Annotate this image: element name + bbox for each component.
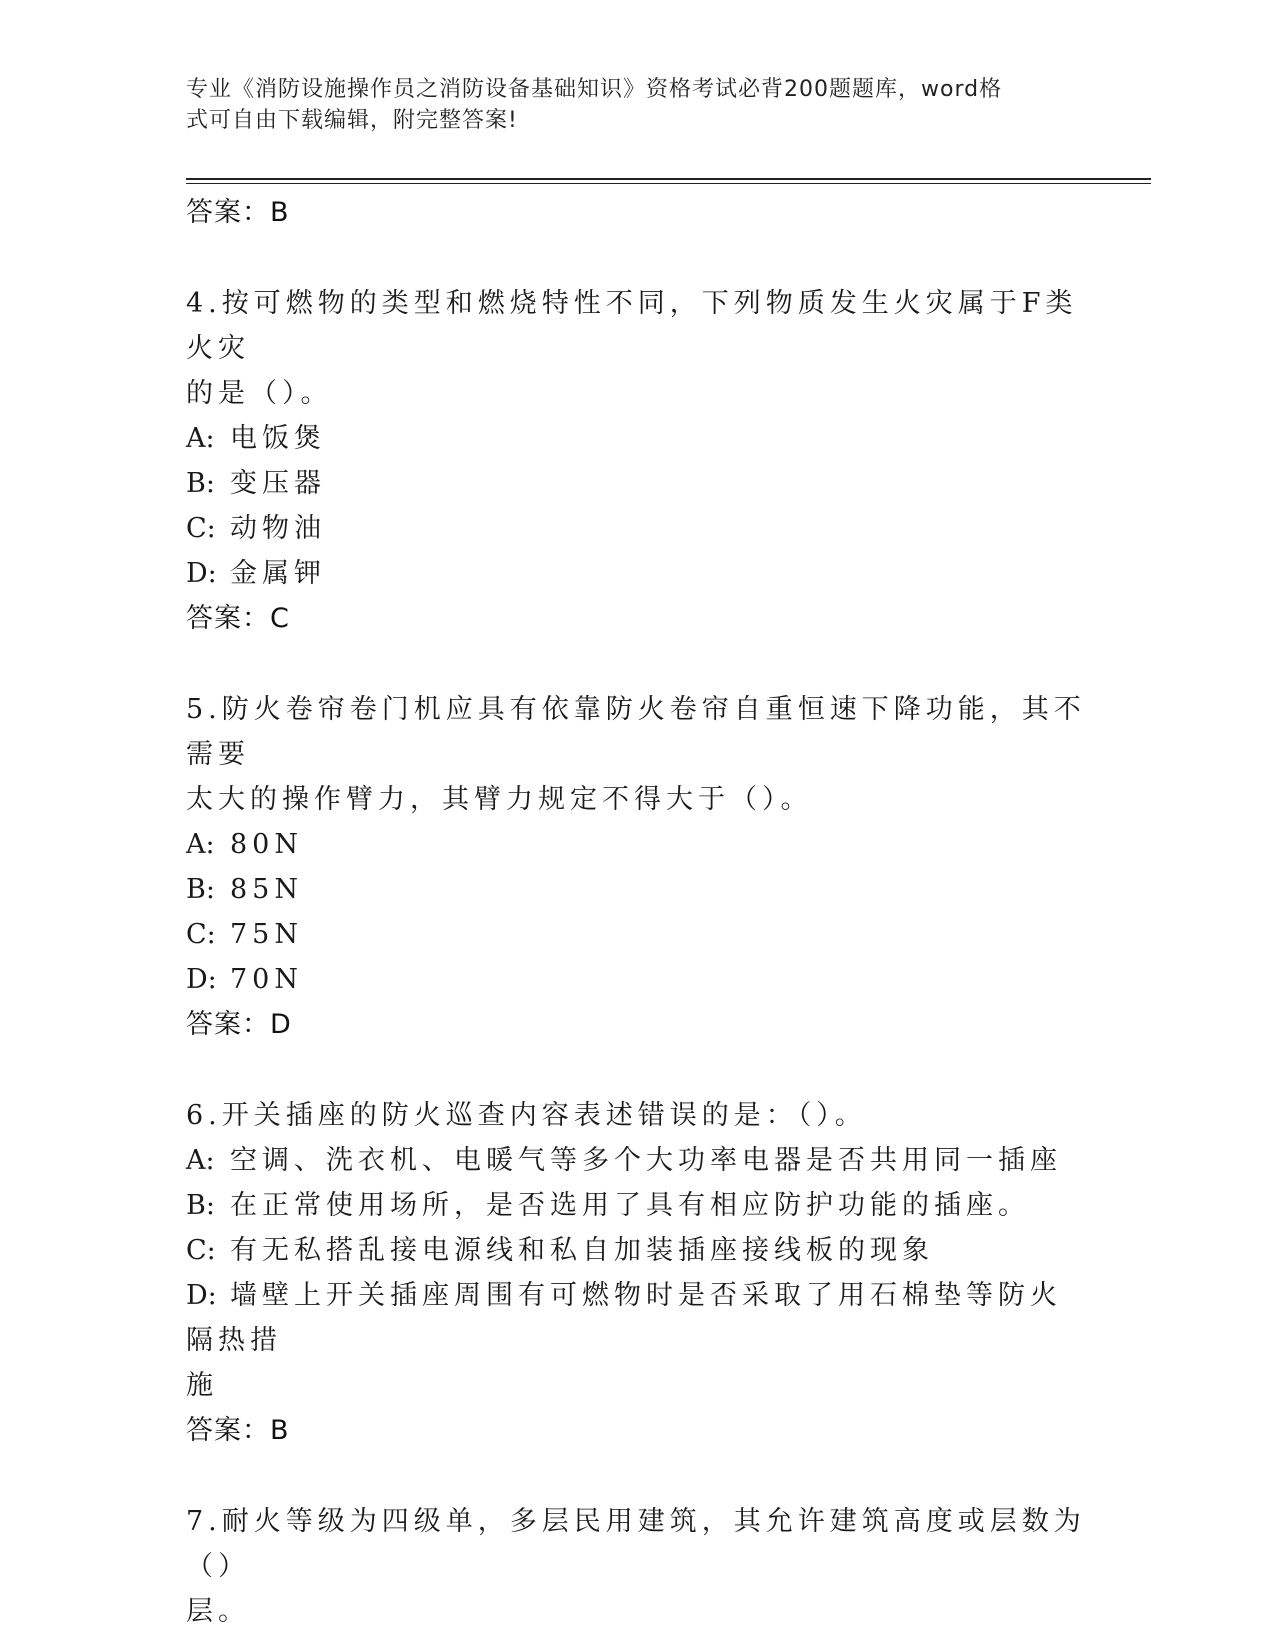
option-key: C: <box>186 513 216 544</box>
option-b <box>186 1183 1086 1228</box>
option-a <box>186 822 1086 867</box>
option-text: 在正常使用场所，是否选用了具有相应防护功能的插座。 <box>230 1190 1030 1221</box>
question-stem: 7.耐火等级为四级单，多层民用建筑，其允许建筑高度或层数为（） <box>186 1506 1086 1582</box>
option-c <box>186 506 1086 551</box>
option-text: 85N <box>230 874 303 905</box>
header-divider-thin <box>186 183 1151 184</box>
option-text: 墙壁上开关插座周围有可燃物时是否采取了用石棉垫等防火隔热措 <box>186 1280 1062 1356</box>
option-a <box>186 416 1086 461</box>
question-7 <box>186 1499 1086 1634</box>
option-text: 75N <box>230 919 303 950</box>
option-c <box>186 912 1086 957</box>
question-stem: 6.开关插座的防火巡查内容表述错误的是：（）。 <box>186 1100 867 1131</box>
option-c <box>186 1228 1086 1273</box>
option-key: B: <box>186 874 215 905</box>
document-body <box>186 190 1086 1634</box>
header-line-2: 式可自由下载编辑，附完整答案! <box>186 108 518 133</box>
question-5 <box>186 687 1086 1047</box>
option-key: C: <box>186 919 216 950</box>
option-text: 动物油 <box>230 513 326 544</box>
option-text: 金属钾 <box>230 558 326 589</box>
option-d <box>186 551 1086 596</box>
option-key: D: <box>186 964 217 995</box>
option-d <box>186 957 1086 1002</box>
option-a <box>186 1138 1086 1183</box>
option-text: 80N <box>230 829 303 860</box>
document-header <box>186 74 1066 136</box>
question-stem: 5.防火卷帘卷门机应具有依靠防火卷帘自重恒速下降功能，其不需要 <box>186 694 1086 770</box>
option-key: B: <box>186 1190 215 1221</box>
option-key: D: <box>186 1280 217 1311</box>
answer-q4: 答案：C <box>186 603 290 634</box>
header-line-1: 专业《消防设施操作员之消防设备基础知识》资格考试必背200题题库，word格 <box>186 77 1003 102</box>
question-stem-continued: 层。 <box>186 1596 250 1627</box>
question-4 <box>186 281 1086 641</box>
option-key: A: <box>186 423 215 454</box>
option-text: 空调、洗衣机、电暖气等多个大功率电器是否共用同一插座 <box>230 1145 1062 1176</box>
option-d-continued: 施 <box>186 1370 218 1401</box>
option-text: 电饭煲 <box>230 423 326 454</box>
question-stem-continued: 太大的操作臂力，其臂力规定不得大于（）。 <box>186 784 813 815</box>
option-b <box>186 867 1086 912</box>
question-6 <box>186 1093 1086 1453</box>
option-key: A: <box>186 829 215 860</box>
answer-q6: 答案：B <box>186 1415 290 1446</box>
option-key: C: <box>186 1235 216 1266</box>
option-d <box>186 1273 1086 1363</box>
option-b <box>186 461 1086 506</box>
option-text: 变压器 <box>230 468 326 499</box>
option-text: 70N <box>230 964 303 995</box>
option-key: B: <box>186 468 215 499</box>
question-stem-continued: 的是（）。 <box>186 378 333 409</box>
answer-q5: 答案：D <box>186 1009 292 1040</box>
option-key: D: <box>186 558 217 589</box>
answer-q3: 答案：B <box>186 197 290 228</box>
header-divider-thick <box>186 178 1151 180</box>
question-stem: 4.按可燃物的类型和燃烧特性不同，下列物质发生火灾属于F类火灾 <box>186 288 1078 364</box>
option-key: A: <box>186 1145 215 1176</box>
option-text: 有无私搭乱接电源线和私自加装插座接线板的现象 <box>230 1235 934 1266</box>
